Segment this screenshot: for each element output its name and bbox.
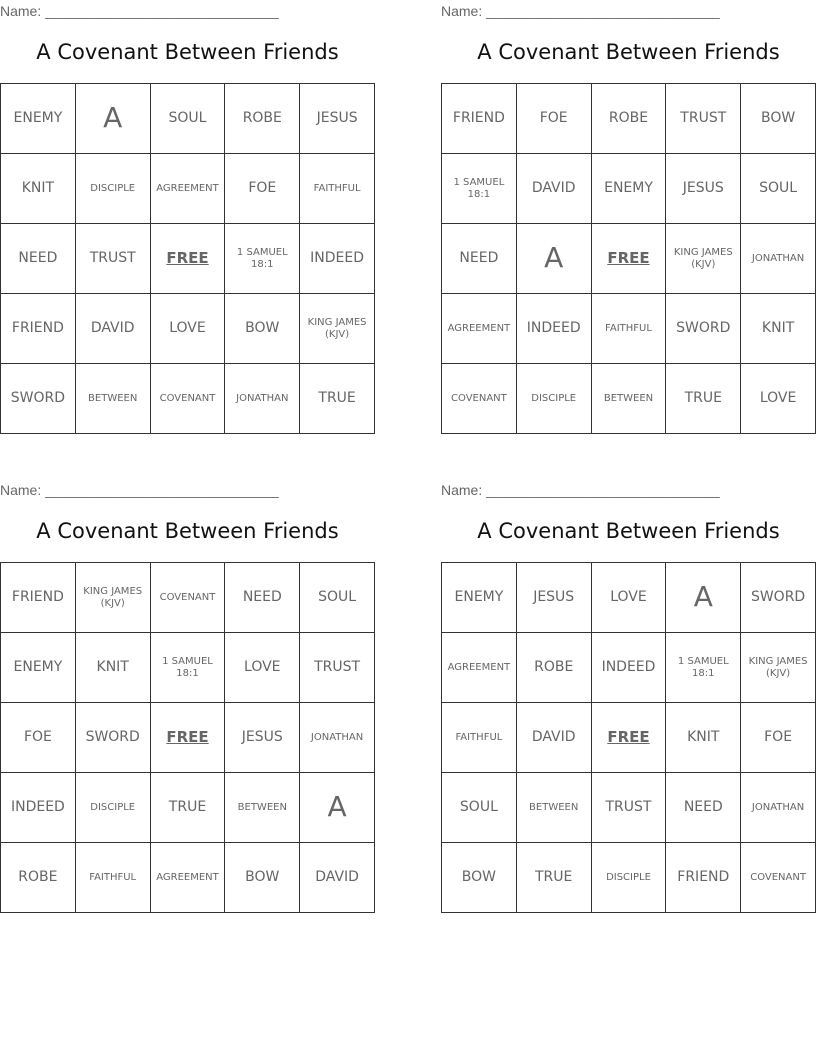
bingo-cell: TRUE bbox=[151, 773, 226, 843]
bingo-cell: FRIEND bbox=[1, 294, 76, 364]
bingo-cell: DAVID bbox=[300, 843, 375, 913]
bingo-cell: SOUL bbox=[151, 84, 226, 154]
bingo-cell: COVENANT bbox=[741, 843, 816, 913]
bingo-cell: ROBE bbox=[592, 84, 667, 154]
bingo-cell: 1 SAMUEL 18:1 bbox=[151, 633, 226, 703]
bingo-cell: ENEMY bbox=[1, 84, 76, 154]
bingo-cell: DAVID bbox=[76, 294, 151, 364]
card-title: A Covenant Between Friends bbox=[477, 40, 780, 64]
bingo-cell: DAVID bbox=[517, 703, 592, 773]
bingo-cell: COVENANT bbox=[151, 563, 226, 633]
bingo-cell: COVENANT bbox=[151, 364, 226, 434]
bingo-cell: LOVE bbox=[741, 364, 816, 434]
bingo-cell: NEED bbox=[442, 224, 517, 294]
bingo-cell: COVENANT bbox=[442, 364, 517, 434]
bingo-cell: TRUST bbox=[592, 773, 667, 843]
bingo-cell: SOUL bbox=[442, 773, 517, 843]
bingo-grid bbox=[0, 562, 375, 913]
bingo-cell: JESUS bbox=[225, 703, 300, 773]
bingo-cell: BOW bbox=[225, 294, 300, 364]
bingo-cell: FOE bbox=[741, 703, 816, 773]
bingo-cell: SWORD bbox=[666, 294, 741, 364]
name-field-label: Name: ______________________________ bbox=[0, 482, 279, 498]
bingo-cell: BETWEEN bbox=[225, 773, 300, 843]
bingo-cell: INDEED bbox=[300, 224, 375, 294]
bingo-cell: DISCIPLE bbox=[592, 843, 667, 913]
name-field-label: Name: ______________________________ bbox=[441, 3, 720, 19]
bingo-cell: ENEMY bbox=[1, 633, 76, 703]
bingo-cell: SWORD bbox=[1, 364, 76, 434]
bingo-cell: DISCIPLE bbox=[76, 154, 151, 224]
bingo-cell: FOE bbox=[225, 154, 300, 224]
bingo-cell: BOW bbox=[225, 843, 300, 913]
bingo-cell: AGREEMENT bbox=[442, 633, 517, 703]
free-space-cell: FREE bbox=[592, 703, 667, 773]
bingo-cell: TRUE bbox=[300, 364, 375, 434]
bingo-cell: BOW bbox=[741, 84, 816, 154]
bingo-cell: JESUS bbox=[300, 84, 375, 154]
bingo-cell: JESUS bbox=[517, 563, 592, 633]
bingo-cell: TRUST bbox=[76, 224, 151, 294]
bingo-cell: KING JAMES (KJV) bbox=[741, 633, 816, 703]
bingo-cell: A bbox=[666, 563, 741, 633]
bingo-cell: INDEED bbox=[592, 633, 667, 703]
bingo-cell: TRUST bbox=[300, 633, 375, 703]
bingo-grid bbox=[441, 562, 816, 913]
bingo-cell: SOUL bbox=[741, 154, 816, 224]
bingo-cell: KING JAMES (KJV) bbox=[300, 294, 375, 364]
bingo-cell: BETWEEN bbox=[592, 364, 667, 434]
bingo-cell: LOVE bbox=[592, 563, 667, 633]
bingo-cell: A bbox=[76, 84, 151, 154]
bingo-cell: FAITHFUL bbox=[76, 843, 151, 913]
bingo-grid bbox=[441, 83, 816, 434]
bingo-cell: FRIEND bbox=[666, 843, 741, 913]
bingo-cell: NEED bbox=[225, 563, 300, 633]
bingo-cell: SWORD bbox=[76, 703, 151, 773]
bingo-cell: SOUL bbox=[300, 563, 375, 633]
bingo-cell: AGREEMENT bbox=[442, 294, 517, 364]
bingo-cell: ROBE bbox=[225, 84, 300, 154]
free-space-cell: FREE bbox=[151, 224, 226, 294]
bingo-cell: SWORD bbox=[741, 563, 816, 633]
bingo-cell: ROBE bbox=[517, 633, 592, 703]
bingo-cell: NEED bbox=[1, 224, 76, 294]
bingo-cell: A bbox=[517, 224, 592, 294]
bingo-cell: DISCIPLE bbox=[76, 773, 151, 843]
bingo-cell: LOVE bbox=[151, 294, 226, 364]
bingo-cell: LOVE bbox=[225, 633, 300, 703]
bingo-cell: 1 SAMUEL 18:1 bbox=[225, 224, 300, 294]
card-title: A Covenant Between Friends bbox=[477, 519, 780, 543]
bingo-cell: FOE bbox=[517, 84, 592, 154]
bingo-cell: TRUE bbox=[666, 364, 741, 434]
bingo-cell: JONATHAN bbox=[300, 703, 375, 773]
bingo-cell: INDEED bbox=[1, 773, 76, 843]
bingo-cell: 1 SAMUEL 18:1 bbox=[442, 154, 517, 224]
name-field-label: Name: ______________________________ bbox=[0, 3, 279, 19]
bingo-cell: DISCIPLE bbox=[517, 364, 592, 434]
bingo-cell: JONATHAN bbox=[741, 224, 816, 294]
bingo-cell: JESUS bbox=[666, 154, 741, 224]
bingo-cell: INDEED bbox=[517, 294, 592, 364]
bingo-cell: AGREEMENT bbox=[151, 154, 226, 224]
bingo-cell: KING JAMES (KJV) bbox=[666, 224, 741, 294]
bingo-cell: JONATHAN bbox=[225, 364, 300, 434]
name-field-label: Name: ______________________________ bbox=[441, 482, 720, 498]
bingo-cell: FRIEND bbox=[442, 84, 517, 154]
bingo-grid bbox=[0, 83, 375, 434]
bingo-cell: 1 SAMUEL 18:1 bbox=[666, 633, 741, 703]
bingo-cell: KNIT bbox=[1, 154, 76, 224]
card-title: A Covenant Between Friends bbox=[36, 40, 339, 64]
bingo-cell: TRUST bbox=[666, 84, 741, 154]
free-space-cell: FREE bbox=[592, 224, 667, 294]
bingo-cell: ENEMY bbox=[442, 563, 517, 633]
bingo-cell: KNIT bbox=[741, 294, 816, 364]
bingo-cell: KING JAMES (KJV) bbox=[76, 563, 151, 633]
card-title: A Covenant Between Friends bbox=[36, 519, 339, 543]
bingo-cell: ENEMY bbox=[592, 154, 667, 224]
bingo-cell: FAITHFUL bbox=[442, 703, 517, 773]
bingo-cell: FOE bbox=[1, 703, 76, 773]
free-space-cell: FREE bbox=[151, 703, 226, 773]
bingo-cell: FRIEND bbox=[1, 563, 76, 633]
bingo-cell: AGREEMENT bbox=[151, 843, 226, 913]
bingo-cell: DAVID bbox=[517, 154, 592, 224]
bingo-cell: BETWEEN bbox=[76, 364, 151, 434]
bingo-cell: KNIT bbox=[666, 703, 741, 773]
bingo-cell: BOW bbox=[442, 843, 517, 913]
bingo-cell: ROBE bbox=[1, 843, 76, 913]
bingo-cell: TRUE bbox=[517, 843, 592, 913]
bingo-cell: KNIT bbox=[76, 633, 151, 703]
bingo-cell: JONATHAN bbox=[741, 773, 816, 843]
bingo-cell: BETWEEN bbox=[517, 773, 592, 843]
bingo-cell: A bbox=[300, 773, 375, 843]
bingo-cell: FAITHFUL bbox=[592, 294, 667, 364]
bingo-cell: FAITHFUL bbox=[300, 154, 375, 224]
bingo-cell: NEED bbox=[666, 773, 741, 843]
